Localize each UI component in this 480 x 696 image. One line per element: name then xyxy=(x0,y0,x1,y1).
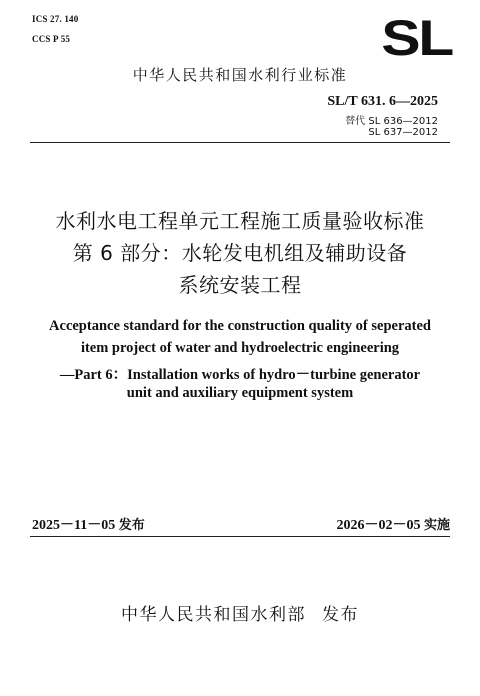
issuer-line xyxy=(0,600,480,625)
chinese-title-line-3: 系统安装工程 xyxy=(178,273,302,297)
standard-code: SL/T 631. 6—2025 xyxy=(327,94,438,109)
implement-label: 实施 xyxy=(423,518,450,533)
chinese-title-line-1: 水利水电工程单元工程施工质量验收标准 xyxy=(55,209,425,233)
standard-category-title: 中华人民共和国水利行业标准 xyxy=(132,66,348,84)
sl-logo: SL xyxy=(381,10,452,66)
issuer-org: 中华人民共和国水利部 xyxy=(121,605,306,625)
english-title-line-3: —Part 6：Installation works of hydro－turbine generator xyxy=(59,367,421,383)
issue-label: 发布 xyxy=(118,518,145,533)
top-divider xyxy=(30,142,450,143)
implement-date-block xyxy=(336,514,450,534)
chinese-title-line-2: 第 6 部分：水轮发电机组及辅助设备 xyxy=(72,241,408,265)
replaces-standard-1: 替代 SL 636—2012 xyxy=(345,116,438,127)
issue-date-block xyxy=(32,514,145,534)
ics-code: ICS 27. 140 xyxy=(32,14,79,24)
issuer-action: 发布 xyxy=(322,605,359,625)
implement-date: 2026－02－05 xyxy=(336,518,421,533)
english-title-line-4: unit and auxiliary equipment system xyxy=(126,385,354,401)
ccs-code: CCS P 55 xyxy=(32,34,71,44)
english-title-line-1: Acceptance standard for the construction quality of seperated xyxy=(49,318,431,334)
english-title-line-2: item project of water and hydroelectric engineering xyxy=(80,340,400,356)
replaces-standard-2: SL 637—2012 xyxy=(368,127,438,138)
issue-date: 2025－11－05 xyxy=(32,518,116,533)
bottom-divider xyxy=(30,536,450,537)
